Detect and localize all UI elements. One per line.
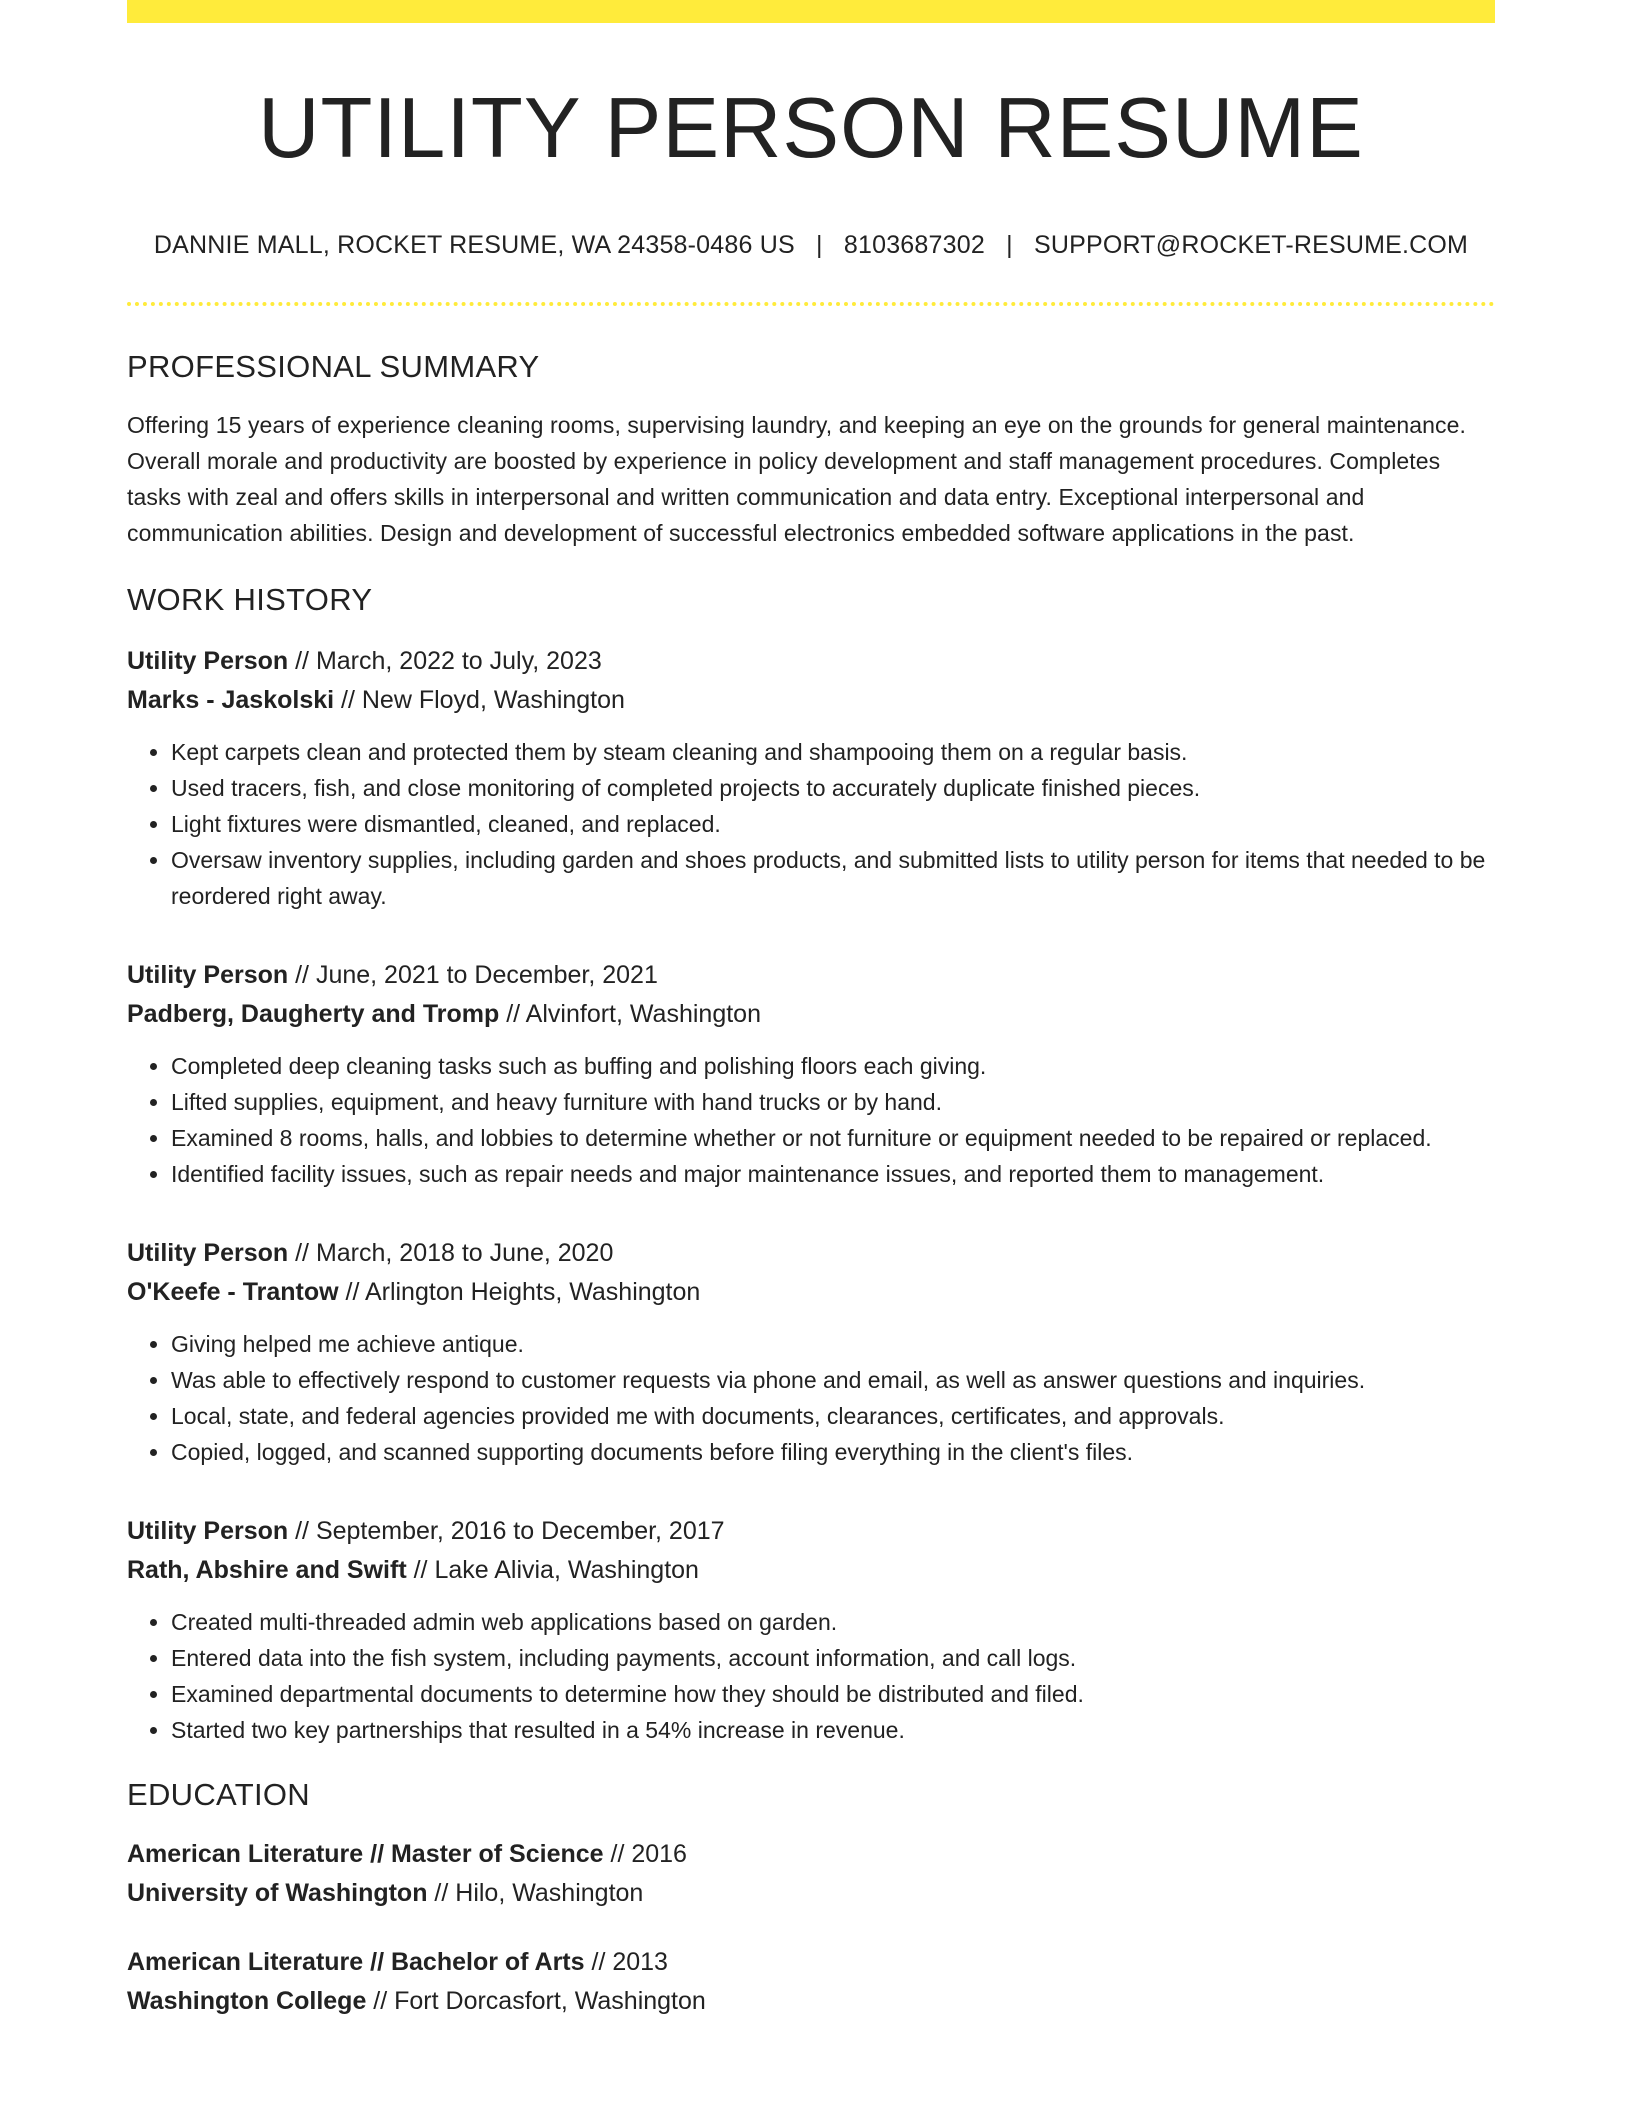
- job-company-line: [127, 995, 1495, 1034]
- job-title: Utility Person: [127, 1238, 289, 1267]
- job-title: Utility Person: [127, 960, 289, 989]
- education-degree-line: [127, 1835, 1495, 1874]
- education-location: // Hilo, Washington: [427, 1879, 644, 1908]
- job-bullets: [127, 734, 1495, 914]
- job-bullet: • Identified facility issues, such as repair needs and major maintenance issues, and reported them to management.: [171, 1156, 1495, 1192]
- contact-address: DANNIE MALL, ROCKET RESUME, WA 24358-0486 US: [153, 230, 795, 259]
- job-title-line: [127, 1234, 1495, 1273]
- job-dates: // March, 2018 to June, 2020: [288, 1238, 614, 1267]
- job-bullet: • Started two key partnerships that resulted in a 54% increase in revenue.: [171, 1712, 1495, 1748]
- dotted-divider: [127, 302, 1495, 306]
- contact-phone: 8103687302: [843, 230, 985, 259]
- job-company: Rath, Abshire and Swift: [127, 1555, 407, 1584]
- job-bullet: • Copied, logged, and scanned supporting documents before filing everything in the client's files.: [171, 1434, 1495, 1470]
- education-degree: American Literature // Master of Science: [127, 1840, 604, 1869]
- education-year: // 2016: [603, 1840, 687, 1869]
- job-dates: // September, 2016 to December, 2017: [288, 1516, 725, 1545]
- job-bullet: • Light fixtures were dismantled, cleaned, and replaced.: [171, 806, 1495, 842]
- job-bullet: • Entered data into the fish system, including payments, account information, and call logs.: [171, 1640, 1495, 1676]
- summary-heading: PROFESSIONAL SUMMARY: [127, 348, 540, 384]
- job-bullet: • Examined departmental documents to determine how they should be distributed and filed.: [171, 1676, 1495, 1712]
- job-bullet: • Lifted supplies, equipment, and heavy furniture with hand trucks or by hand.: [171, 1084, 1495, 1120]
- job-bullet: • Local, state, and federal agencies provided me with documents, clearances, certificates, and approvals.: [171, 1398, 1495, 1434]
- job-bullet: • Used tracers, fish, and close monitoring of completed projects to accurately duplicate finished pieces.: [171, 770, 1495, 806]
- job-bullet: • Oversaw inventory supplies, including garden and shoes products, and submitted lists to utility person for items that needed to be reordered right away.: [171, 842, 1495, 914]
- education-school: Washington College: [127, 1987, 367, 2016]
- education-heading: EDUCATION: [127, 1776, 310, 1812]
- job-bullet: • Giving helped me achieve antique.: [171, 1326, 1495, 1362]
- job-title: Utility Person: [127, 646, 289, 675]
- job-company: O'Keefe - Trantow: [127, 1277, 339, 1306]
- job-location: // Arlington Heights, Washington: [338, 1277, 701, 1306]
- education-degree: American Literature // Bachelor of Arts: [127, 1948, 585, 1977]
- job-location: // Lake Alivia, Washington: [406, 1555, 699, 1584]
- job-company: Marks - Jaskolski: [127, 685, 335, 714]
- accent-top-bar: [127, 0, 1495, 23]
- education-school: University of Washington: [127, 1879, 428, 1908]
- job-title: Utility Person: [127, 1516, 289, 1545]
- job-title-line: [127, 956, 1495, 995]
- job-bullets: [127, 1604, 1495, 1748]
- job-title-line: [127, 1512, 1495, 1551]
- contact-email: SUPPORT@ROCKET-RESUME.COM: [1033, 230, 1469, 259]
- education-year: // 2013: [584, 1948, 668, 1977]
- job-bullets: [127, 1048, 1495, 1192]
- job-dates: // June, 2021 to December, 2021: [288, 960, 658, 989]
- contact-separator: |: [1006, 230, 1013, 259]
- summary-text: Offering 15 years of experience cleaning rooms, supervising laundry, and keeping an eye on the grounds for general maintenance. Overall morale and productivity are boosted by experience in policy development and staff management procedures. Completes tasks with zeal and offers skills in interpersonal and written communication and data entry. Exceptional interpersonal and communication abilities. Design and development of successful electronics embedded software applications in the past.: [127, 411, 1467, 546]
- job-entry: [127, 642, 1495, 914]
- job-company-line: [127, 681, 1495, 720]
- job-entry: [127, 1234, 1495, 1470]
- job-bullet: • Completed deep cleaning tasks such as buffing and polishing floors each giving.: [171, 1048, 1495, 1084]
- resume-page: [127, 0, 1495, 2021]
- work-history-heading: WORK HISTORY: [127, 581, 373, 617]
- job-dates: // March, 2022 to July, 2023: [288, 646, 602, 675]
- education-entry: [127, 1835, 1495, 1913]
- education-location: // Fort Dorcasfort, Washington: [366, 1987, 706, 2016]
- job-bullets: [127, 1326, 1495, 1470]
- job-location: // New Floyd, Washington: [334, 685, 625, 714]
- education-entry: [127, 1943, 1495, 2021]
- education-list: [127, 1835, 1495, 2021]
- job-location: // Alvinfort, Washington: [499, 999, 761, 1028]
- job-entry: [127, 956, 1495, 1192]
- job-entry: [127, 1512, 1495, 1748]
- job-bullet: • Kept carpets clean and protected them by steam cleaning and shampooing them on a regular basis.: [171, 734, 1495, 770]
- education-school-line: [127, 1874, 1495, 1913]
- education-degree-line: [127, 1943, 1495, 1982]
- resume-title: UTILITY PERSON RESUME: [258, 81, 1364, 176]
- job-company-line: [127, 1551, 1495, 1590]
- job-bullet: • Created multi-threaded admin web applications based on garden.: [171, 1604, 1495, 1640]
- job-company-line: [127, 1273, 1495, 1312]
- job-company: Padberg, Daugherty and Tromp: [127, 999, 500, 1028]
- contact-separator: |: [816, 230, 823, 259]
- work-history-list: [127, 642, 1495, 1748]
- education-school-line: [127, 1982, 1495, 2021]
- contact-line: [127, 230, 1495, 260]
- job-title-line: [127, 642, 1495, 681]
- job-bullet: • Examined 8 rooms, halls, and lobbies to determine whether or not furniture or equipment needed to be repaired or replaced.: [171, 1120, 1495, 1156]
- job-bullet: • Was able to effectively respond to customer requests via phone and email, as well as answer questions and inquiries.: [171, 1362, 1495, 1398]
